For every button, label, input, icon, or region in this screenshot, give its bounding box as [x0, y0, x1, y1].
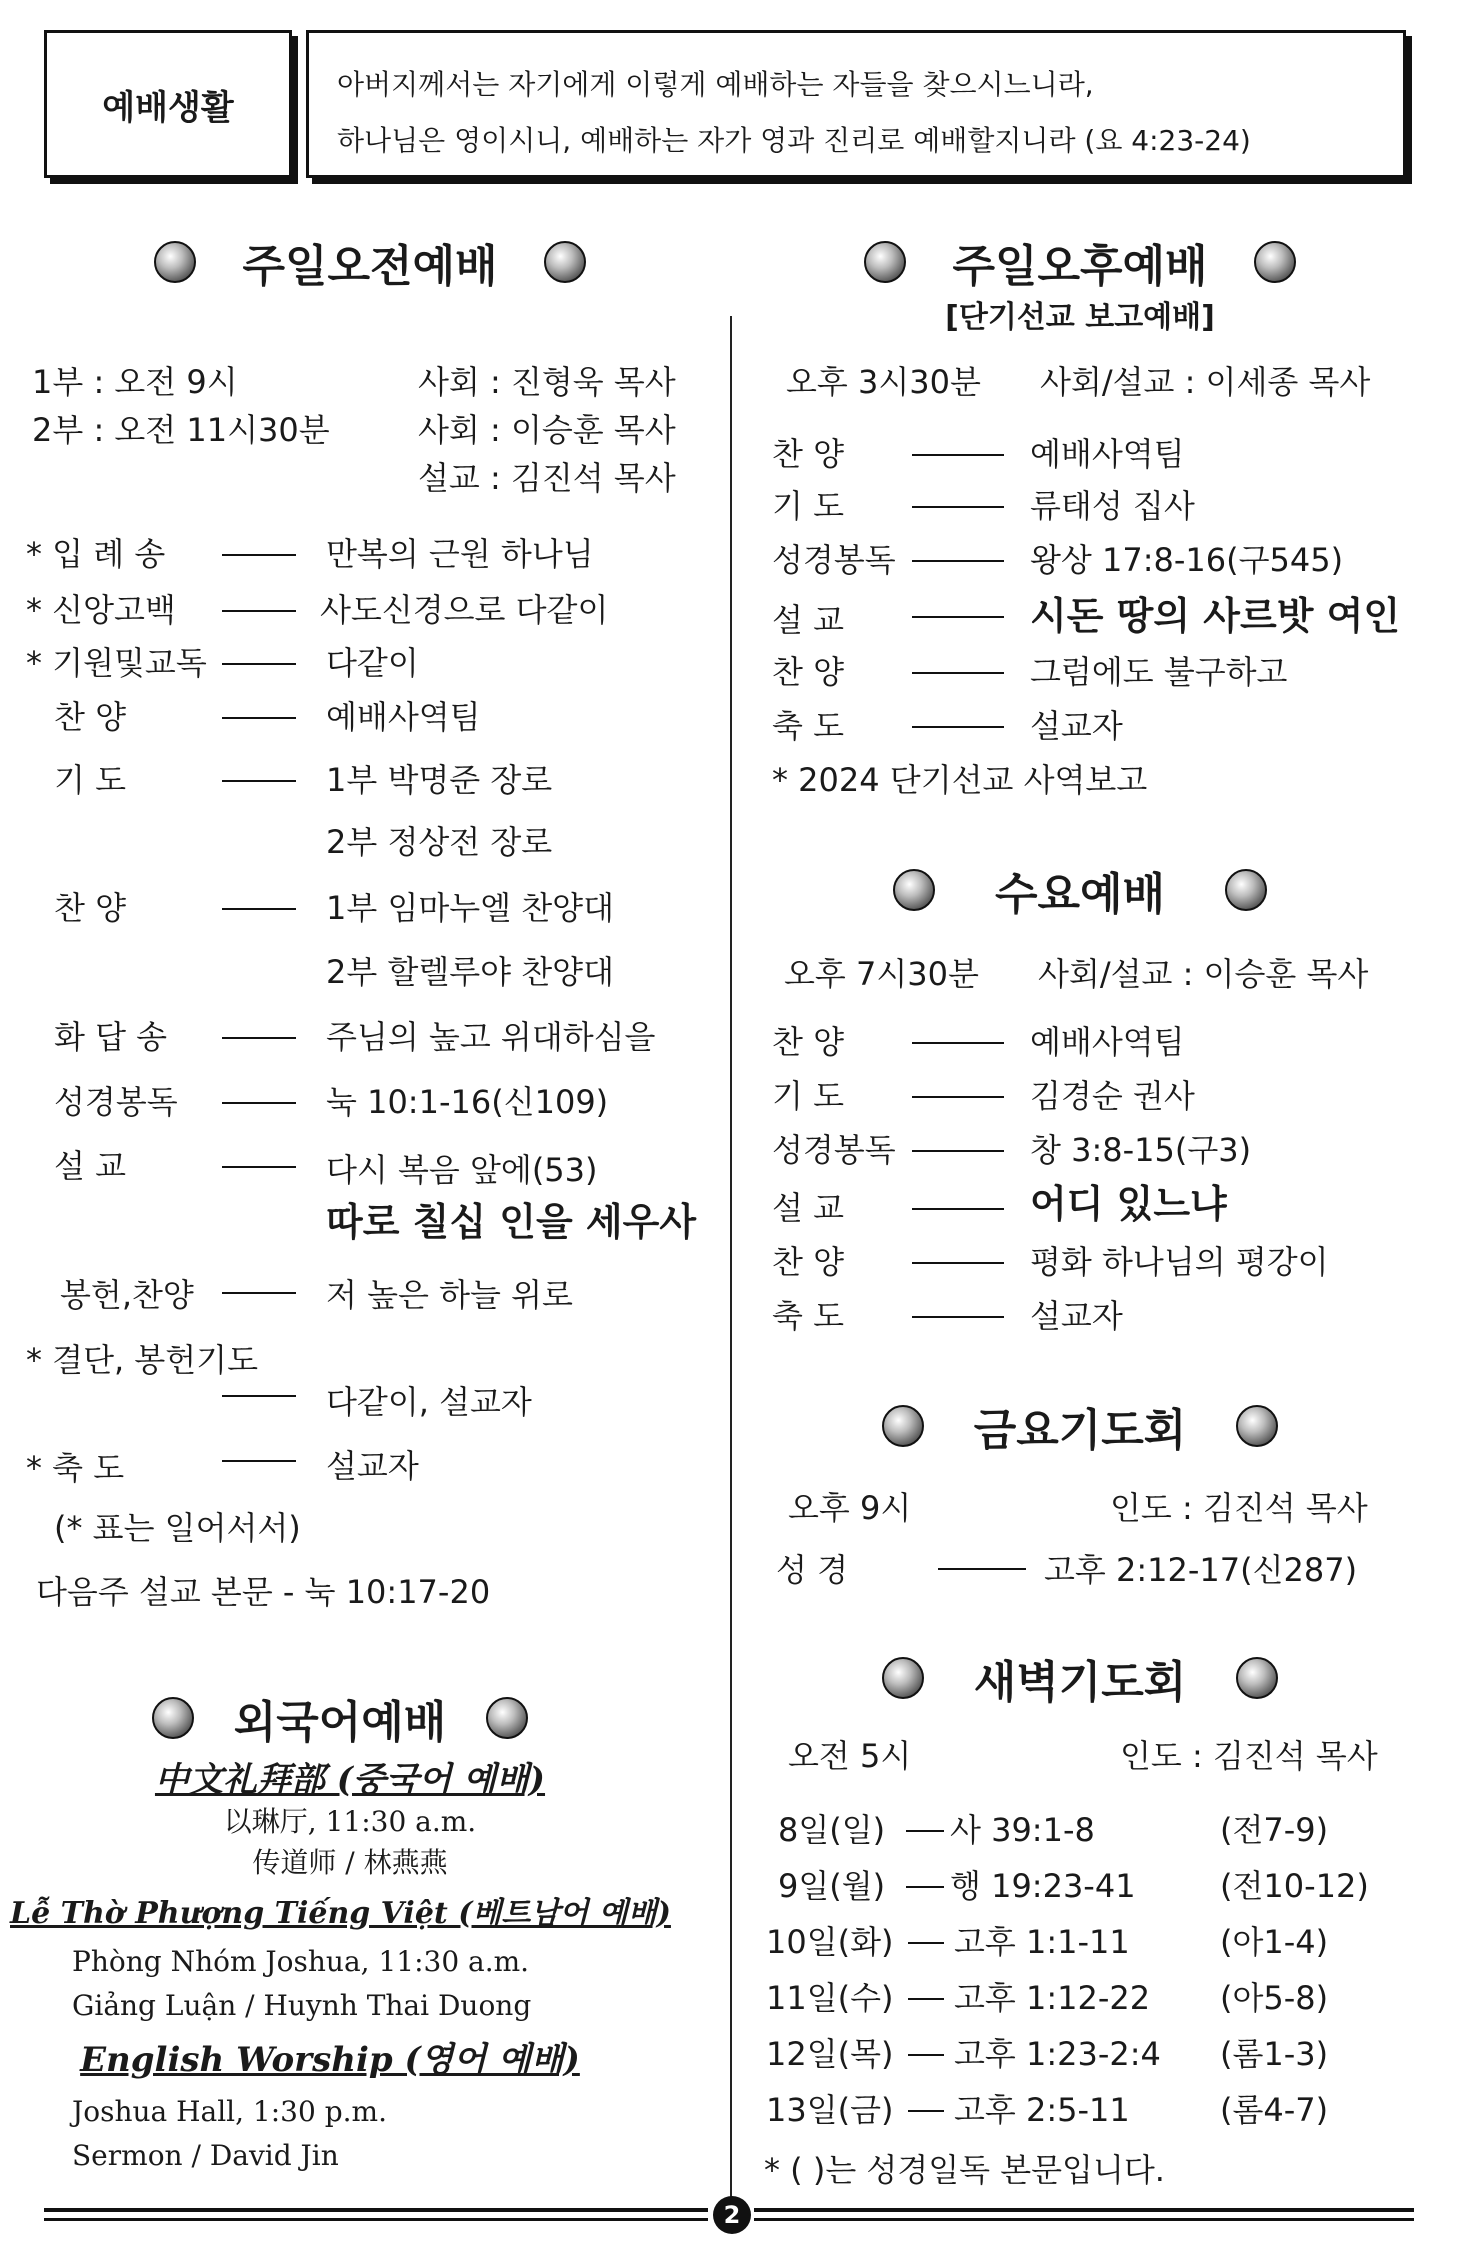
order-value: 사도신경으로 다같이 — [320, 591, 609, 629]
order-label: 찬 양 — [54, 889, 126, 927]
vietnamese-line-1: Phòng Nhóm Joshua, 11:30 a.m. — [72, 1945, 530, 1978]
dawn-note: * ( )는 성경일독 본문입니다. — [764, 2151, 1165, 2189]
dash-line — [912, 506, 1004, 508]
afternoon-leader: 사회/설교 : 이세종 목사 — [1040, 363, 1371, 401]
order-value: 1부 임마누엘 찬양대 — [326, 889, 614, 927]
order-value: 설교자 — [326, 1447, 419, 1485]
dawn-reading: (아5-8) — [1220, 1979, 1329, 2017]
dash-line — [222, 717, 296, 719]
order-value: 다시 복음 앞에(53) — [326, 1151, 598, 1189]
order-label: 축 도 — [772, 1297, 844, 1335]
dash-line — [222, 908, 296, 910]
dash-line — [222, 610, 296, 612]
wednesday-leader: 사회/설교 : 이승훈 목사 — [1038, 955, 1369, 993]
order-value: 2부 할렐루야 찬양대 — [326, 953, 614, 991]
dawn-reading: (아1-4) — [1220, 1923, 1329, 1961]
order-label: * 축 도 — [26, 1449, 125, 1487]
afternoon-subtitle: [단기선교 보고예배] — [945, 300, 1215, 335]
dash-line — [912, 1042, 1004, 1044]
dawn-day: 11일(수) — [766, 1979, 894, 2017]
dash-line — [222, 554, 296, 556]
dash-line — [908, 1942, 944, 1944]
order-label: 찬 양 — [772, 435, 844, 473]
dawn-text: 사 39:1-8 — [950, 1811, 1095, 1849]
order-value: 다같이 — [326, 644, 419, 682]
dash-line — [222, 1460, 296, 1462]
dawn-reading: (롬4-7) — [1220, 2091, 1329, 2129]
order-value: 눅 10:1-16(신109) — [326, 1083, 609, 1121]
dawn-day: 10일(화) — [766, 1923, 894, 1961]
ball-icon — [864, 241, 906, 283]
order-value: 왕상 17:8-16(구545) — [1030, 541, 1344, 579]
order-label: * 신앙고백 — [26, 591, 176, 629]
dash-line — [908, 2054, 944, 2056]
order-label: 성경봉독 — [54, 1083, 178, 1121]
order-value: 류태성 집사 — [1030, 487, 1195, 525]
leader-1: 사회 : 진형욱 목사 — [418, 363, 676, 401]
wednesday-title: 수요예배 — [740, 860, 1420, 920]
ball-icon — [152, 1697, 194, 1739]
order-value: 그럼에도 불구하고 — [1030, 653, 1288, 691]
order-label: 설 교 — [772, 601, 844, 639]
order-value: 주님의 높고 위대하심을 — [326, 1018, 656, 1056]
dash-line — [222, 663, 296, 665]
dash-line — [222, 1395, 296, 1397]
order-label: * 기원및교독 — [26, 644, 207, 682]
dawn-leader: 인도 : 김진석 목사 — [1120, 1737, 1378, 1775]
ball-icon — [1225, 869, 1267, 911]
dash-line — [912, 454, 1004, 456]
ball-icon — [486, 1697, 528, 1739]
footer-rule — [754, 2208, 1414, 2212]
order-label: * 결단, 봉헌기도 — [26, 1341, 258, 1379]
order-label: 기 도 — [772, 1077, 844, 1115]
order-label: 성 경 — [776, 1551, 848, 1589]
order-value: 다같이, 설교자 — [326, 1383, 532, 1421]
sermon-title: 시돈 땅의 사르밧 여인 — [1030, 594, 1401, 638]
dawn-time: 오전 5시 — [788, 1737, 912, 1775]
dash-line — [906, 1830, 944, 1832]
dawn-reading: (롬1-3) — [1220, 2035, 1329, 2073]
vietnamese-title: Lễ Thờ Phượng Tiếng Việt (베트남어 예배) — [10, 1896, 671, 1931]
order-value: 창 3:8-15(구3) — [1030, 1131, 1252, 1169]
afternoon-time: 오후 3시30분 — [786, 363, 981, 401]
dash-line — [222, 780, 296, 782]
order-value: 예배사역팀 — [326, 698, 481, 736]
order-label: 기 도 — [772, 487, 844, 525]
preacher: 설교 : 김진석 목사 — [418, 459, 676, 497]
order-value: 설교자 — [1030, 1297, 1123, 1335]
dash-line — [908, 1998, 944, 2000]
english-line-2: Sermon / David Jin — [72, 2139, 339, 2172]
order-label: 찬 양 — [772, 1023, 844, 1061]
order-label: 찬 양 — [772, 1243, 844, 1281]
order-label: 설 교 — [54, 1147, 126, 1185]
ball-icon — [882, 1405, 924, 1447]
foreign-title: 외국어예배 — [70, 1688, 610, 1748]
dash-line — [912, 1096, 1004, 1098]
ball-icon — [1254, 241, 1296, 283]
afternoon-note: * 2024 단기선교 사역보고 — [772, 761, 1148, 799]
sermon-title: 어디 있느냐 — [1030, 1182, 1227, 1226]
afternoon-title: 주일오후예배 — [740, 232, 1420, 292]
dash-line — [912, 1316, 1004, 1318]
sermon-title: 따로 칠십 인을 세우사 — [326, 1200, 697, 1244]
dawn-day: 13일(금) — [766, 2091, 894, 2129]
order-value: 설교자 — [1030, 707, 1123, 745]
ball-icon — [544, 241, 586, 283]
service2-time: 2부 : 오전 11시30분 — [32, 411, 330, 449]
order-value: 예배사역팀 — [1030, 1023, 1185, 1061]
service1-time: 1부 : 오전 9시 — [32, 363, 238, 401]
ball-icon — [1236, 1657, 1278, 1699]
dash-line — [222, 1102, 296, 1104]
footer-rule — [44, 2208, 708, 2212]
dawn-day: 8일(일) — [778, 1811, 886, 1849]
order-value: 김경순 권사 — [1030, 1077, 1195, 1115]
dash-line — [222, 1166, 296, 1168]
order-value: 고후 2:12-17(신287) — [1044, 1551, 1358, 1589]
dawn-text: 고후 1:1-11 — [954, 1923, 1130, 1961]
dawn-reading: (전10-12) — [1220, 1867, 1369, 1905]
order-value: 만복의 근원 하나님 — [326, 535, 594, 573]
dash-line — [938, 1568, 1026, 1570]
order-label: 찬 양 — [54, 698, 126, 736]
order-value: 평화 하나님의 평강이 — [1030, 1243, 1329, 1281]
order-value: 2부 정상전 장로 — [326, 823, 553, 861]
dash-line — [906, 1886, 944, 1888]
dawn-text: 고후 2:5-11 — [954, 2091, 1130, 2129]
dash-line — [912, 672, 1004, 674]
english-line-1: Joshua Hall, 1:30 p.m. — [72, 2095, 387, 2128]
header-verse — [306, 30, 1406, 178]
vietnamese-line-2: Giảng Luận / Huynh Thai Duong — [72, 1989, 532, 2022]
wednesday-time: 오후 7시30분 — [784, 955, 979, 993]
dash-line — [912, 1150, 1004, 1152]
ball-icon — [882, 1657, 924, 1699]
standing-note: (* 표는 일어서서) — [54, 1509, 301, 1547]
leader-2: 사회 : 이승훈 목사 — [418, 411, 676, 449]
dawn-text: 고후 1:12-22 — [954, 1979, 1151, 2017]
chinese-line-2: 传道师 / 林燕燕 — [252, 1846, 448, 1879]
dawn-title: 새벽기도회 — [740, 1648, 1420, 1708]
friday-title: 금요기도회 — [740, 1396, 1420, 1456]
verse-line-2: 하나님은 영이시니, 예배하는 자가 영과 진리로 예배할지니라 (요 4:23-24) — [337, 124, 1251, 157]
order-label: 기 도 — [54, 761, 126, 799]
dawn-reading: (전7-9) — [1220, 1811, 1329, 1849]
dash-line — [222, 1292, 296, 1294]
friday-time: 오후 9시 — [788, 1489, 912, 1527]
chinese-line-1: 以琳厅, 11:30 a.m. — [223, 1805, 477, 1838]
column-divider — [730, 316, 732, 2204]
chinese-title: 中文礼拜部 (중국어 예배) — [154, 1760, 546, 1800]
order-label: 축 도 — [772, 707, 844, 745]
dash-line — [912, 1208, 1004, 1210]
next-week-text: 다음주 설교 본문 - 눅 10:17-20 — [36, 1573, 491, 1611]
page-number: 2 — [713, 2196, 751, 2234]
dawn-text: 행 19:23-41 — [950, 1867, 1136, 1905]
ball-icon — [1236, 1405, 1278, 1447]
dash-line — [912, 560, 1004, 562]
morning-title: 주일오전예배 — [30, 232, 710, 292]
dash-line — [912, 1262, 1004, 1264]
order-label: 봉헌,찬양 — [60, 1276, 194, 1314]
section-label: 예배생활 — [44, 30, 292, 178]
footer-rule — [44, 2218, 708, 2221]
order-value: 저 높은 하늘 위로 — [326, 1276, 573, 1314]
ball-icon — [893, 869, 935, 911]
dawn-day: 9일(월) — [778, 1867, 886, 1905]
english-title: English Worship (영어 예배) — [80, 2040, 580, 2080]
order-label: 성경봉독 — [772, 1131, 896, 1169]
order-label: 찬 양 — [772, 653, 844, 691]
dash-line — [908, 2110, 944, 2112]
order-label: 설 교 — [772, 1189, 844, 1227]
ball-icon — [154, 241, 196, 283]
dawn-text: 고후 1:23-2:4 — [954, 2035, 1161, 2073]
order-label: 화 답 송 — [54, 1018, 168, 1056]
order-label: 성경봉독 — [772, 541, 896, 579]
order-value: 예배사역팀 — [1030, 435, 1185, 473]
verse-line-1: 아버지께서는 자기에게 이렇게 예배하는 자들을 찾으시느니라, — [337, 68, 1094, 101]
friday-leader: 인도 : 김진석 목사 — [1110, 1489, 1368, 1527]
order-label: * 입 례 송 — [26, 535, 166, 573]
dash-line — [222, 1037, 296, 1039]
dawn-day: 12일(목) — [766, 2035, 894, 2073]
dash-line — [912, 726, 1004, 728]
dash-line — [912, 616, 1004, 618]
footer-rule — [754, 2218, 1414, 2221]
order-value: 1부 박명준 장로 — [326, 761, 553, 799]
